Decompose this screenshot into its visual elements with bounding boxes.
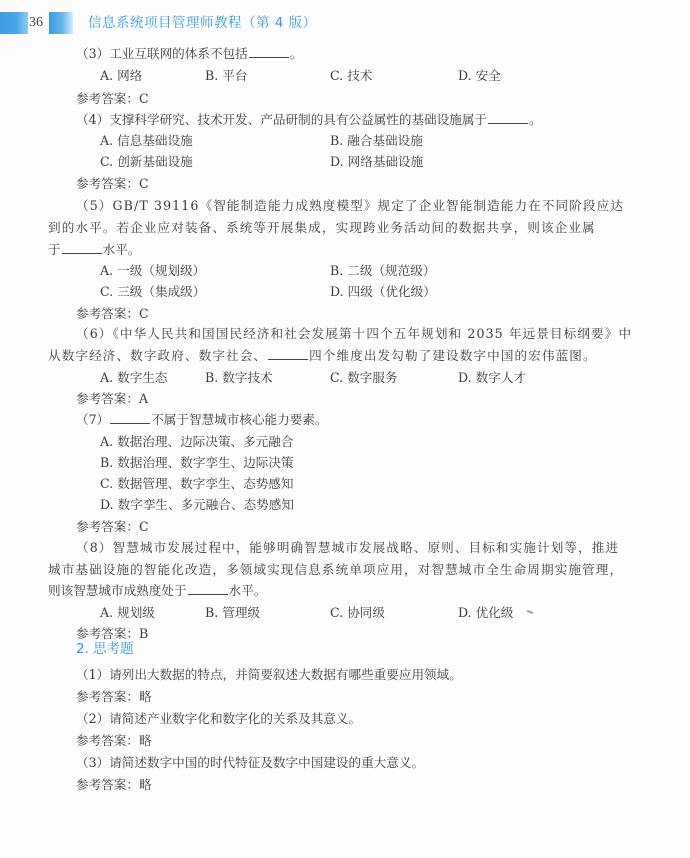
stem-text: GB/T 39116《智能制造能力成熟度模型》规定了企业智能制造能力在不同阶段应达 <box>112 198 625 213</box>
answer-blank <box>488 111 528 124</box>
option-b: B. 数据治理、数字孪生、边际决策 <box>100 455 294 470</box>
question-stem-line-1 <box>76 196 624 216</box>
stem-text: 水平。 <box>102 242 141 257</box>
question-stem-line-1 <box>76 324 632 344</box>
option-c: C. 数据管理、数字孪生、态势感知 <box>100 476 294 491</box>
question-number: （4） <box>76 112 110 127</box>
reference-answer: 参考答案：B <box>76 626 149 641</box>
option-a: A. 数据治理、边际决策、多元融合 <box>100 434 294 449</box>
option-b: B. 二级（规范级） <box>330 263 436 278</box>
question-stem-line-3 <box>48 240 140 260</box>
question-stem <box>76 110 542 130</box>
thinking-question-2: （2）请简述产业数字化和数字化的关系及其意义。 <box>76 711 362 726</box>
question-number: （6） <box>76 326 113 341</box>
stem-text: 。 <box>289 46 303 61</box>
option-b: B. 数字技术 <box>205 370 273 385</box>
option-d: D. 网络基础设施 <box>330 154 424 169</box>
stem-text: 水平。 <box>228 583 267 598</box>
option-b: B. 管理级 <box>205 605 261 620</box>
stem-text: 则该智慧城市成熟度处于 <box>48 583 187 598</box>
option-a: A. 网络 <box>100 68 143 83</box>
option-c: C. 协同级 <box>330 605 385 620</box>
option-c: C. 技术 <box>330 68 373 83</box>
option-b: B. 平台 <box>205 68 248 83</box>
question-stem-line-2 <box>48 346 597 366</box>
question-stem-line-3 <box>48 581 266 601</box>
option-d: D. 四级（优化级） <box>330 284 436 299</box>
option-a: A. 一级（规划级） <box>100 263 206 278</box>
option-d: D. 优化级 <box>458 605 514 620</box>
reference-answer: 参考答案：C <box>76 306 149 321</box>
answer-blank <box>249 45 289 58</box>
book-title: 信息系统项目管理师教程（第 4 版） <box>88 15 317 31</box>
question-number: （3） <box>76 46 110 61</box>
question-stem-line-2: 到的水平。若企业应对装备、系统等开展集成，实现跨业务活动间的数据共享，则该企业属 <box>48 220 596 235</box>
reference-answer: 参考答案：略 <box>76 733 152 748</box>
question-stem-line-1 <box>76 538 619 558</box>
answer-blank <box>110 411 150 424</box>
question-number: （5） <box>76 198 113 213</box>
option-b: B. 融合基础设施 <box>330 133 423 148</box>
stem-text: 支撑科学研究、技术开发、产品研制的具有公益属性的基础设施属于 <box>109 112 488 127</box>
page-number: 36 <box>29 15 43 30</box>
reference-answer: 参考答案：C <box>76 91 149 106</box>
option-d: D. 安全 <box>458 68 501 83</box>
answer-blank <box>188 582 228 595</box>
option-a: A. 规划级 <box>100 605 155 620</box>
stem-text: 工业互联网的体系不包括 <box>109 46 248 61</box>
option-d: D. 数字人才 <box>458 370 527 385</box>
answer-blank <box>62 241 102 254</box>
option-c: C. 数字服务 <box>330 370 398 385</box>
reference-answer: 参考答案：略 <box>76 777 152 792</box>
option-a: A. 数字生态 <box>100 370 168 385</box>
header-accent-bar-right <box>49 12 73 34</box>
question-stem <box>76 410 328 430</box>
thinking-question-3: （3）请简述数字中国的时代特征及数字中国建设的重大意义。 <box>76 755 425 770</box>
stem-text: 于 <box>48 242 61 257</box>
reference-answer: 参考答案：C <box>76 519 149 534</box>
option-d: D. 数字孪生、多元融合、态势感知 <box>100 497 294 512</box>
header-accent-bar-left <box>0 12 28 34</box>
scan-mark <box>527 610 533 614</box>
option-a: A. 信息基础设施 <box>100 133 193 148</box>
answer-blank <box>268 347 308 360</box>
stem-text: 从数字经济、数字政府、数字社会、 <box>48 348 268 363</box>
question-number: （8） <box>76 540 113 555</box>
question-number: （7） <box>76 412 110 427</box>
reference-answer: 参考答案：A <box>76 391 149 406</box>
stem-text: 四个维度出发勾勒了建设数字中国的宏伟蓝图。 <box>309 348 597 363</box>
stem-text: 《中华人民共和国国民经济和社会发展第十四个五年规划和 2035 年远景目标纲要》中 <box>112 326 633 341</box>
page-header <box>0 0 690 40</box>
reference-answer: 参考答案：略 <box>76 689 152 704</box>
stem-text: 。 <box>529 112 542 127</box>
reference-answer: 参考答案：C <box>76 176 149 191</box>
option-c: C. 三级（集成级） <box>100 284 206 299</box>
section-title: 2. 思考题 <box>76 641 134 657</box>
question-stem <box>76 44 302 64</box>
stem-text: 智慧城市发展过程中，能够明确智慧城市发展战略、原则、目标和实施计划等，推进 <box>112 540 620 555</box>
thinking-question-1: （1）请列出大数据的特点，并简要叙述大数据有哪些重要应用领域。 <box>76 667 462 682</box>
option-c: C. 创新基础设施 <box>100 154 193 169</box>
stem-text: 不属于智慧城市核心能力要素。 <box>151 412 328 427</box>
question-stem-line-2: 城市基础设施的智能化改造，多领域实现信息系统单项应用，对智慧城市全生命周期实施管理， <box>48 562 624 577</box>
